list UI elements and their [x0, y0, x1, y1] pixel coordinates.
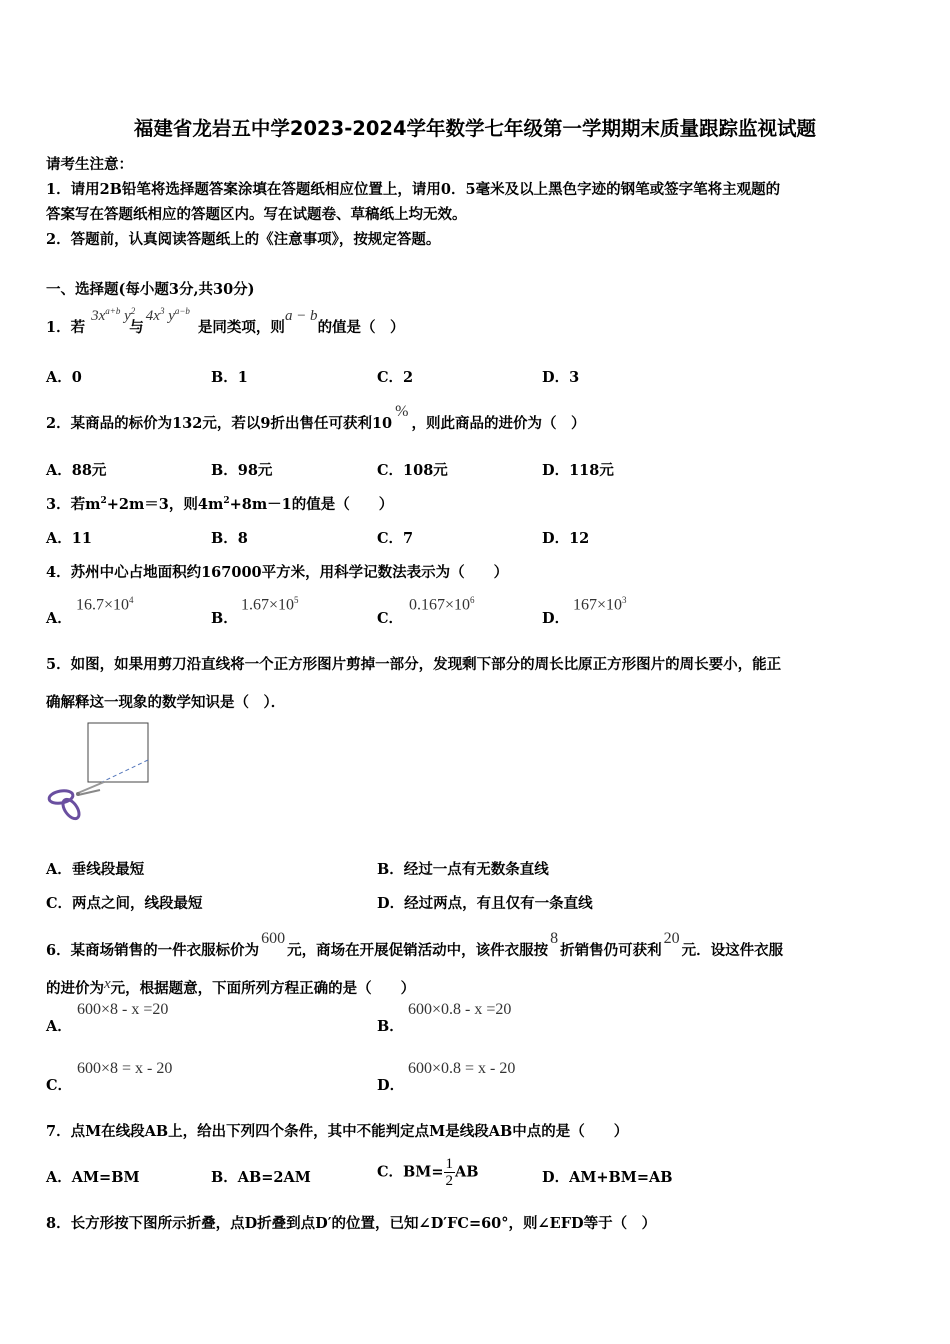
q1-term-2 [146, 308, 190, 324]
q4-option-b-value[interactable] [241, 595, 299, 614]
q2-stem [46, 403, 586, 433]
q3-option-d[interactable]: D．12 [542, 530, 590, 547]
q7-c-prefix: C．BM= [377, 1163, 444, 1181]
q4-d-exp: 3 [622, 595, 627, 605]
q6-price: 600 [261, 930, 286, 947]
q1-term-1-exp: a+b [105, 306, 121, 316]
q1-term-2-yexp: a−b [174, 306, 190, 316]
q6-text-6: 元，根据题意，下面所列方程正确的是（ ） [110, 980, 416, 997]
q1-text-1: 1．若 [46, 319, 86, 336]
q4-option-c-value[interactable] [409, 595, 475, 614]
cut-line [102, 760, 148, 782]
q3-option-a[interactable]: A．11 [46, 530, 92, 547]
q4-option-d-value[interactable] [573, 595, 627, 614]
q5-option-a[interactable]: A．垂线段最短 [46, 861, 145, 878]
q2-percent: % [395, 403, 409, 420]
q1-term-1-base: 3x [91, 308, 106, 324]
q1-term-2-y: y [168, 308, 175, 324]
q6-option-d-label[interactable]: D． [377, 1077, 405, 1094]
q1-option-c[interactable]: C．2 [377, 369, 414, 386]
q5-stem-line-1: 5．如图，如果用剪刀沿直线将一个正方形图片剪掉一部分，发现剩下部分的周长比原正方形图片的周长要小，能正 [46, 656, 782, 673]
q7-fraction [444, 1156, 456, 1189]
q1-stem [46, 306, 405, 337]
q6-option-b-equation[interactable]: 600×0.8 - x =20 [408, 1001, 512, 1018]
q1-text-4: 的值是（ ） [317, 319, 405, 336]
q1-term-1-y: y [124, 308, 131, 324]
q1-text-3: 是同类项，则 [197, 319, 285, 336]
q5-option-b[interactable]: B．经过一点有无数条直线 [377, 861, 549, 878]
q4-option-b-label[interactable]: B． [211, 610, 238, 627]
q4-b-exp: 5 [294, 595, 299, 605]
notice-line-1a: 1．请用2B铅笔将选择题答案涂填在答题纸相应位置上，请用0．5毫米及以上黑色字迹的钢笔或签字笔将主观题的 [46, 181, 781, 198]
q7-c-suffix: AB [455, 1163, 479, 1181]
notice-line-1b: 答案写在答题纸相应的答题区内。写在试题卷、草稿纸上均无效。 [46, 206, 467, 223]
q1-option-b[interactable]: B．1 [211, 369, 248, 386]
q6-text-3: 折销售仍可获利 [560, 942, 662, 959]
q4-c-exp: 6 [470, 595, 475, 605]
q7-fraction-denominator: 2 [445, 1173, 453, 1189]
q3-text-3: +8m－1的值是（ ） [229, 496, 394, 513]
q3-exp-1: 2 [100, 496, 107, 507]
q8-stem: 8．长方形按下图所示折叠，点D折叠到点D′的位置，已知∠D′FC=60°，则∠EFD等于（ ） [46, 1215, 657, 1232]
q7-option-b[interactable]: B．AB=2AM [211, 1169, 311, 1186]
q5-option-c[interactable]: C．两点之间，线段最短 [46, 895, 203, 912]
q6-variable-x: x [104, 976, 111, 992]
q7-option-d[interactable]: D．AM+BM=AB [542, 1169, 673, 1186]
q6-text-5: 的进价为 [46, 980, 104, 997]
notice-line-2: 2．答题前，认真阅读答题纸上的《注意事项》，按规定答题。 [46, 231, 441, 248]
q7-fraction-numerator: 1 [445, 1156, 453, 1172]
q6-stem-line-1 [46, 930, 784, 960]
q2-text-2: ，则此商品的进价为（ ） [411, 415, 586, 432]
q2-option-c[interactable]: C．108元 [377, 462, 448, 479]
q2-text-1: 2．某商品的标价为132元，若以9折出售任可获利10 [46, 415, 393, 432]
q3-text-2: +2m＝3，则4m [106, 496, 224, 513]
q1-text-2: 与 [129, 319, 144, 336]
q1-option-a[interactable]: A．0 [46, 369, 82, 386]
q6-option-c-equation[interactable]: 600×8 = x - 20 [77, 1060, 173, 1077]
q4-c-base: 0.167×10 [409, 596, 471, 614]
q6-stem-line-2 [46, 977, 415, 998]
q6-profit: 20 [663, 930, 680, 947]
q6-discount: 8 [550, 930, 559, 947]
scissors-cut-figure [44, 720, 156, 825]
q3-option-b[interactable]: B．8 [211, 530, 248, 547]
q2-option-b[interactable]: B．98元 [211, 462, 273, 479]
q3-option-c[interactable]: C．7 [377, 530, 414, 547]
q6-text-1: 6．某商场销售的一件衣服标价为 [46, 942, 260, 959]
q4-a-exp: 4 [129, 595, 134, 605]
q4-option-a-label[interactable]: A． [46, 610, 72, 627]
q6-option-c-label[interactable]: C． [46, 1077, 73, 1094]
q6-option-a-label[interactable]: A． [46, 1018, 72, 1035]
q1-term-2-exp: 3 [159, 306, 165, 316]
q5-stem-line-2: 确解释这一现象的数学知识是（ ）． [46, 694, 286, 711]
q1-term-1-yexp: 2 [130, 306, 136, 316]
q1-term-2-base: 4x [145, 308, 160, 324]
q7-option-c[interactable] [377, 1156, 479, 1189]
q4-b-base: 1.67×10 [241, 596, 295, 614]
q6-option-a-equation[interactable]: 600×8 - x =20 [77, 1001, 169, 1018]
q1-option-d[interactable]: D．3 [542, 369, 580, 386]
q5-option-d[interactable]: D．经过两点，有且仅有一条直线 [377, 895, 593, 912]
q3-text-1: 3．若m [46, 496, 101, 513]
q4-a-base: 16.7×10 [76, 596, 130, 614]
page-title: 福建省龙岩五中学2023-2024学年数学七年级第一学期期末质量跟踪监视试题 [133, 117, 817, 140]
notice-heading: 请考生注意： [46, 156, 133, 173]
q6-text-4: 元．设这件衣服 [681, 942, 784, 959]
q6-option-d-equation[interactable]: 600×0.8 = x - 20 [408, 1060, 516, 1077]
q2-option-d[interactable]: D．118元 [542, 462, 614, 479]
q4-option-c-label[interactable]: C． [377, 610, 404, 627]
q3-stem [46, 493, 393, 514]
square-picture [88, 723, 148, 782]
q4-option-a-value[interactable] [76, 595, 134, 614]
q6-text-2: 元，商场在开展促销活动中，该件衣服按 [287, 942, 549, 959]
q4-d-base: 167×10 [573, 596, 623, 614]
q4-stem: 4．苏州中心占地面积约167000平方米，用科学记数法表示为（ ） [46, 564, 509, 581]
q2-option-a[interactable]: A．88元 [46, 462, 107, 479]
q3-exp-2: 2 [223, 496, 230, 507]
section-heading: 一、选择题(每小题3分,共30分) [46, 281, 255, 298]
q4-option-d-label[interactable]: D． [542, 610, 570, 627]
q7-option-a[interactable]: A．AM=BM [46, 1169, 140, 1186]
scissors-icon [48, 782, 104, 821]
q7-stem: 7．点M在线段AB上，给出下列四个条件，其中不能判定点M是线段AB中点的是（ ） [46, 1123, 629, 1140]
q6-option-b-label[interactable]: B． [377, 1018, 404, 1035]
q1-expression: a − b [284, 308, 318, 324]
